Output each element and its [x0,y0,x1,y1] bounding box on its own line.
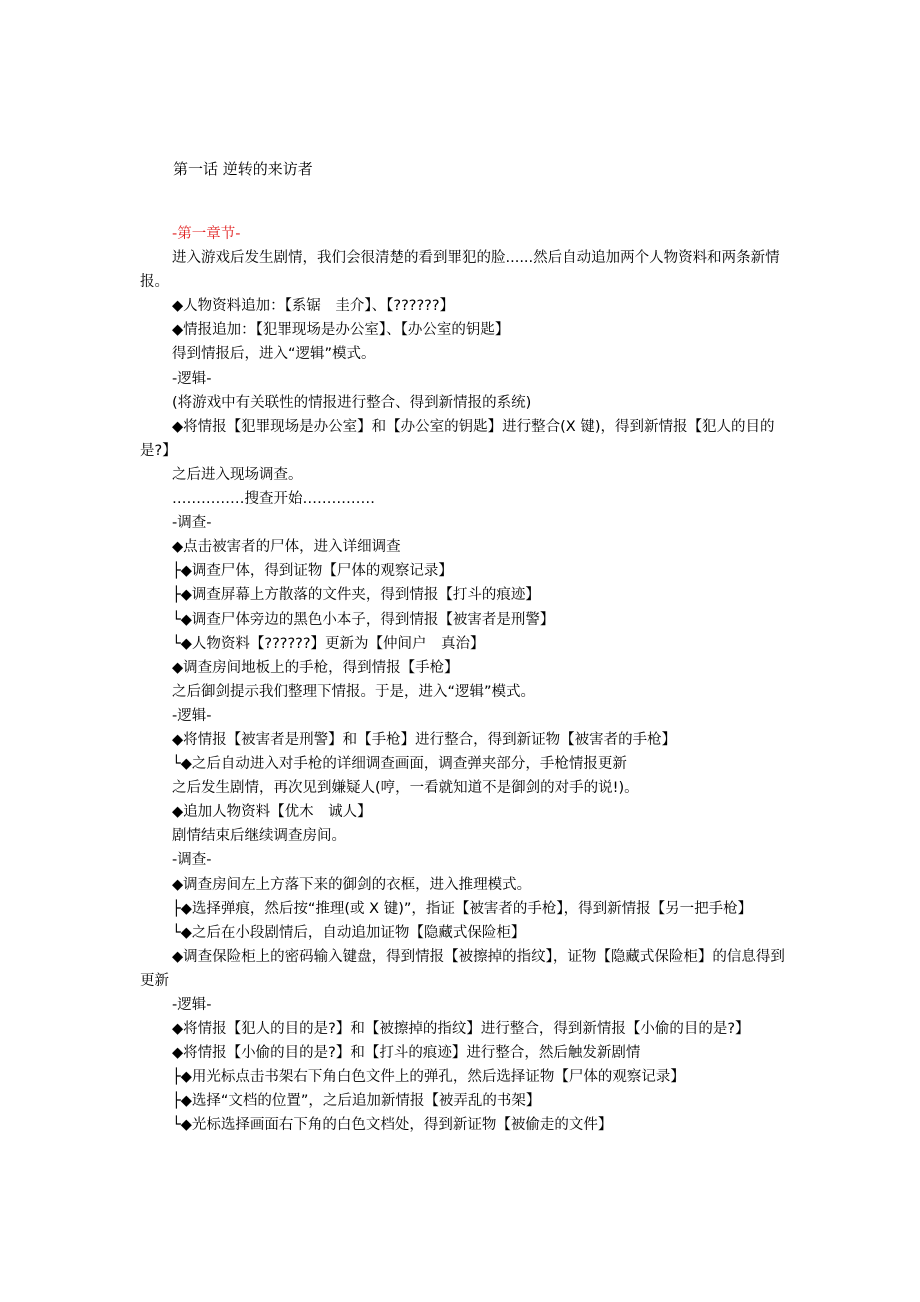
body-line: -调查- [172,852,212,869]
body-line: ◆人物资料追加：【系锯 圭介】、【??????】 [172,298,455,315]
body-line: 之后进入现场调查。 [172,466,303,483]
body-line: ├◆调查尸体，得到证物【尸体的观察记录】 [172,563,453,580]
body-line: ◆将情报【犯人的目的是?】和【被擦掉的指纹】进行整合，得到新情报【小偷的目的是?】 [172,1021,750,1038]
body-line: ◆点击被害者的尸体，进入详细调查 [172,539,401,556]
body-line: ……………搜查开始…………… [172,491,375,508]
body-line: └◆之后自动进入对手枪的详细调查画面，调查弹夹部分，手枪情报更新 [172,756,627,773]
body-line: (将游戏中有关联性的情报进行整合、得到新情报的系统) [172,394,532,411]
body-line: ◆将情报【犯罪现场是办公室】和【办公室的钥匙】进行整合(X 键)，得到新情报【犯人的目的是?】 [140,418,775,459]
body-line: -逻辑- [172,997,212,1013]
body-line: 剧情结束后继续调查房间。 [172,828,346,845]
body-line: └◆人物资料【??????】更新为【仲间户 真治】 [172,635,485,652]
chapter-title: 第一话 逆转的来访者 [173,160,313,178]
body-line: ◆追加人物资料【优木 诚人】 [172,804,372,821]
body-line: 之后发生剧情，再次见到嫌疑人(哼，一看就知道不是御剑的对手的说!)。 [172,780,639,797]
body-line: └◆调查尸体旁边的黑色小本子，得到情报【被害者是刑警】 [172,611,555,628]
body-line: ◆调查房间地板上的手枪，得到情报【手枪】 [172,659,459,676]
body-line: ◆调查保险柜上的密码输入键盘，得到情报【被擦掉的指纹】，证物【隐藏式保险柜】的信息得到更新 [140,948,785,989]
body-line: 之后御剑提示我们整理下情报。于是，进入“逻辑”模式。 [172,683,536,700]
body-line: ├◆用光标点击书架右下角白色文件上的弹孔，然后选择证物【尸体的观察记录】 [172,1069,685,1086]
body-line: 进入游戏后发生剧情，我们会很清楚的看到罪犯的脸......然后自动追加两个人物资料和两条新情报。 [140,250,780,291]
body-line: ◆情报追加：【犯罪现场是办公室】、【办公室的钥匙】 [172,322,510,339]
walkthrough-body [140,222,790,1138]
body-line: ◆调查房间左上方落下来的御剑的衣框，进入推理模式。 [172,876,532,893]
body-line: ├◆选择弹痕，然后按“推理(或 X 键)”，指证【被害者的手枪】，得到新情报【另一把手枪】 [172,900,753,917]
body-line: ◆将情报【被害者是刑警】和【手枪】进行整合，得到新证物【被害者的手枪】 [172,731,677,748]
body-line: └◆之后在小段剧情后，自动追加证物【隐藏式保险柜】 [172,924,526,941]
body-line: 得到情报后，进入“逻辑”模式。 [172,346,376,363]
body-line: ├◆调查屏幕上方散落的文件夹，得到情报【打斗的痕迹】 [172,587,540,604]
section-heading: -第一章节- [172,226,241,242]
body-line: -逻辑- [172,370,212,387]
body-line: ├◆选择“文档的位置”，之后追加新情报【被弄乱的书架】 [172,1093,541,1110]
body-line: ◆将情报【小偷的目的是?】和【打斗的痕迹】进行整合，然后触发新剧情 [172,1045,641,1062]
body-line: └◆光标选择画面右下角的白色文档处，得到新证物【被偷走的文件】 [172,1117,613,1134]
body-line: -调查- [172,515,212,532]
body-line: -逻辑- [172,707,212,724]
